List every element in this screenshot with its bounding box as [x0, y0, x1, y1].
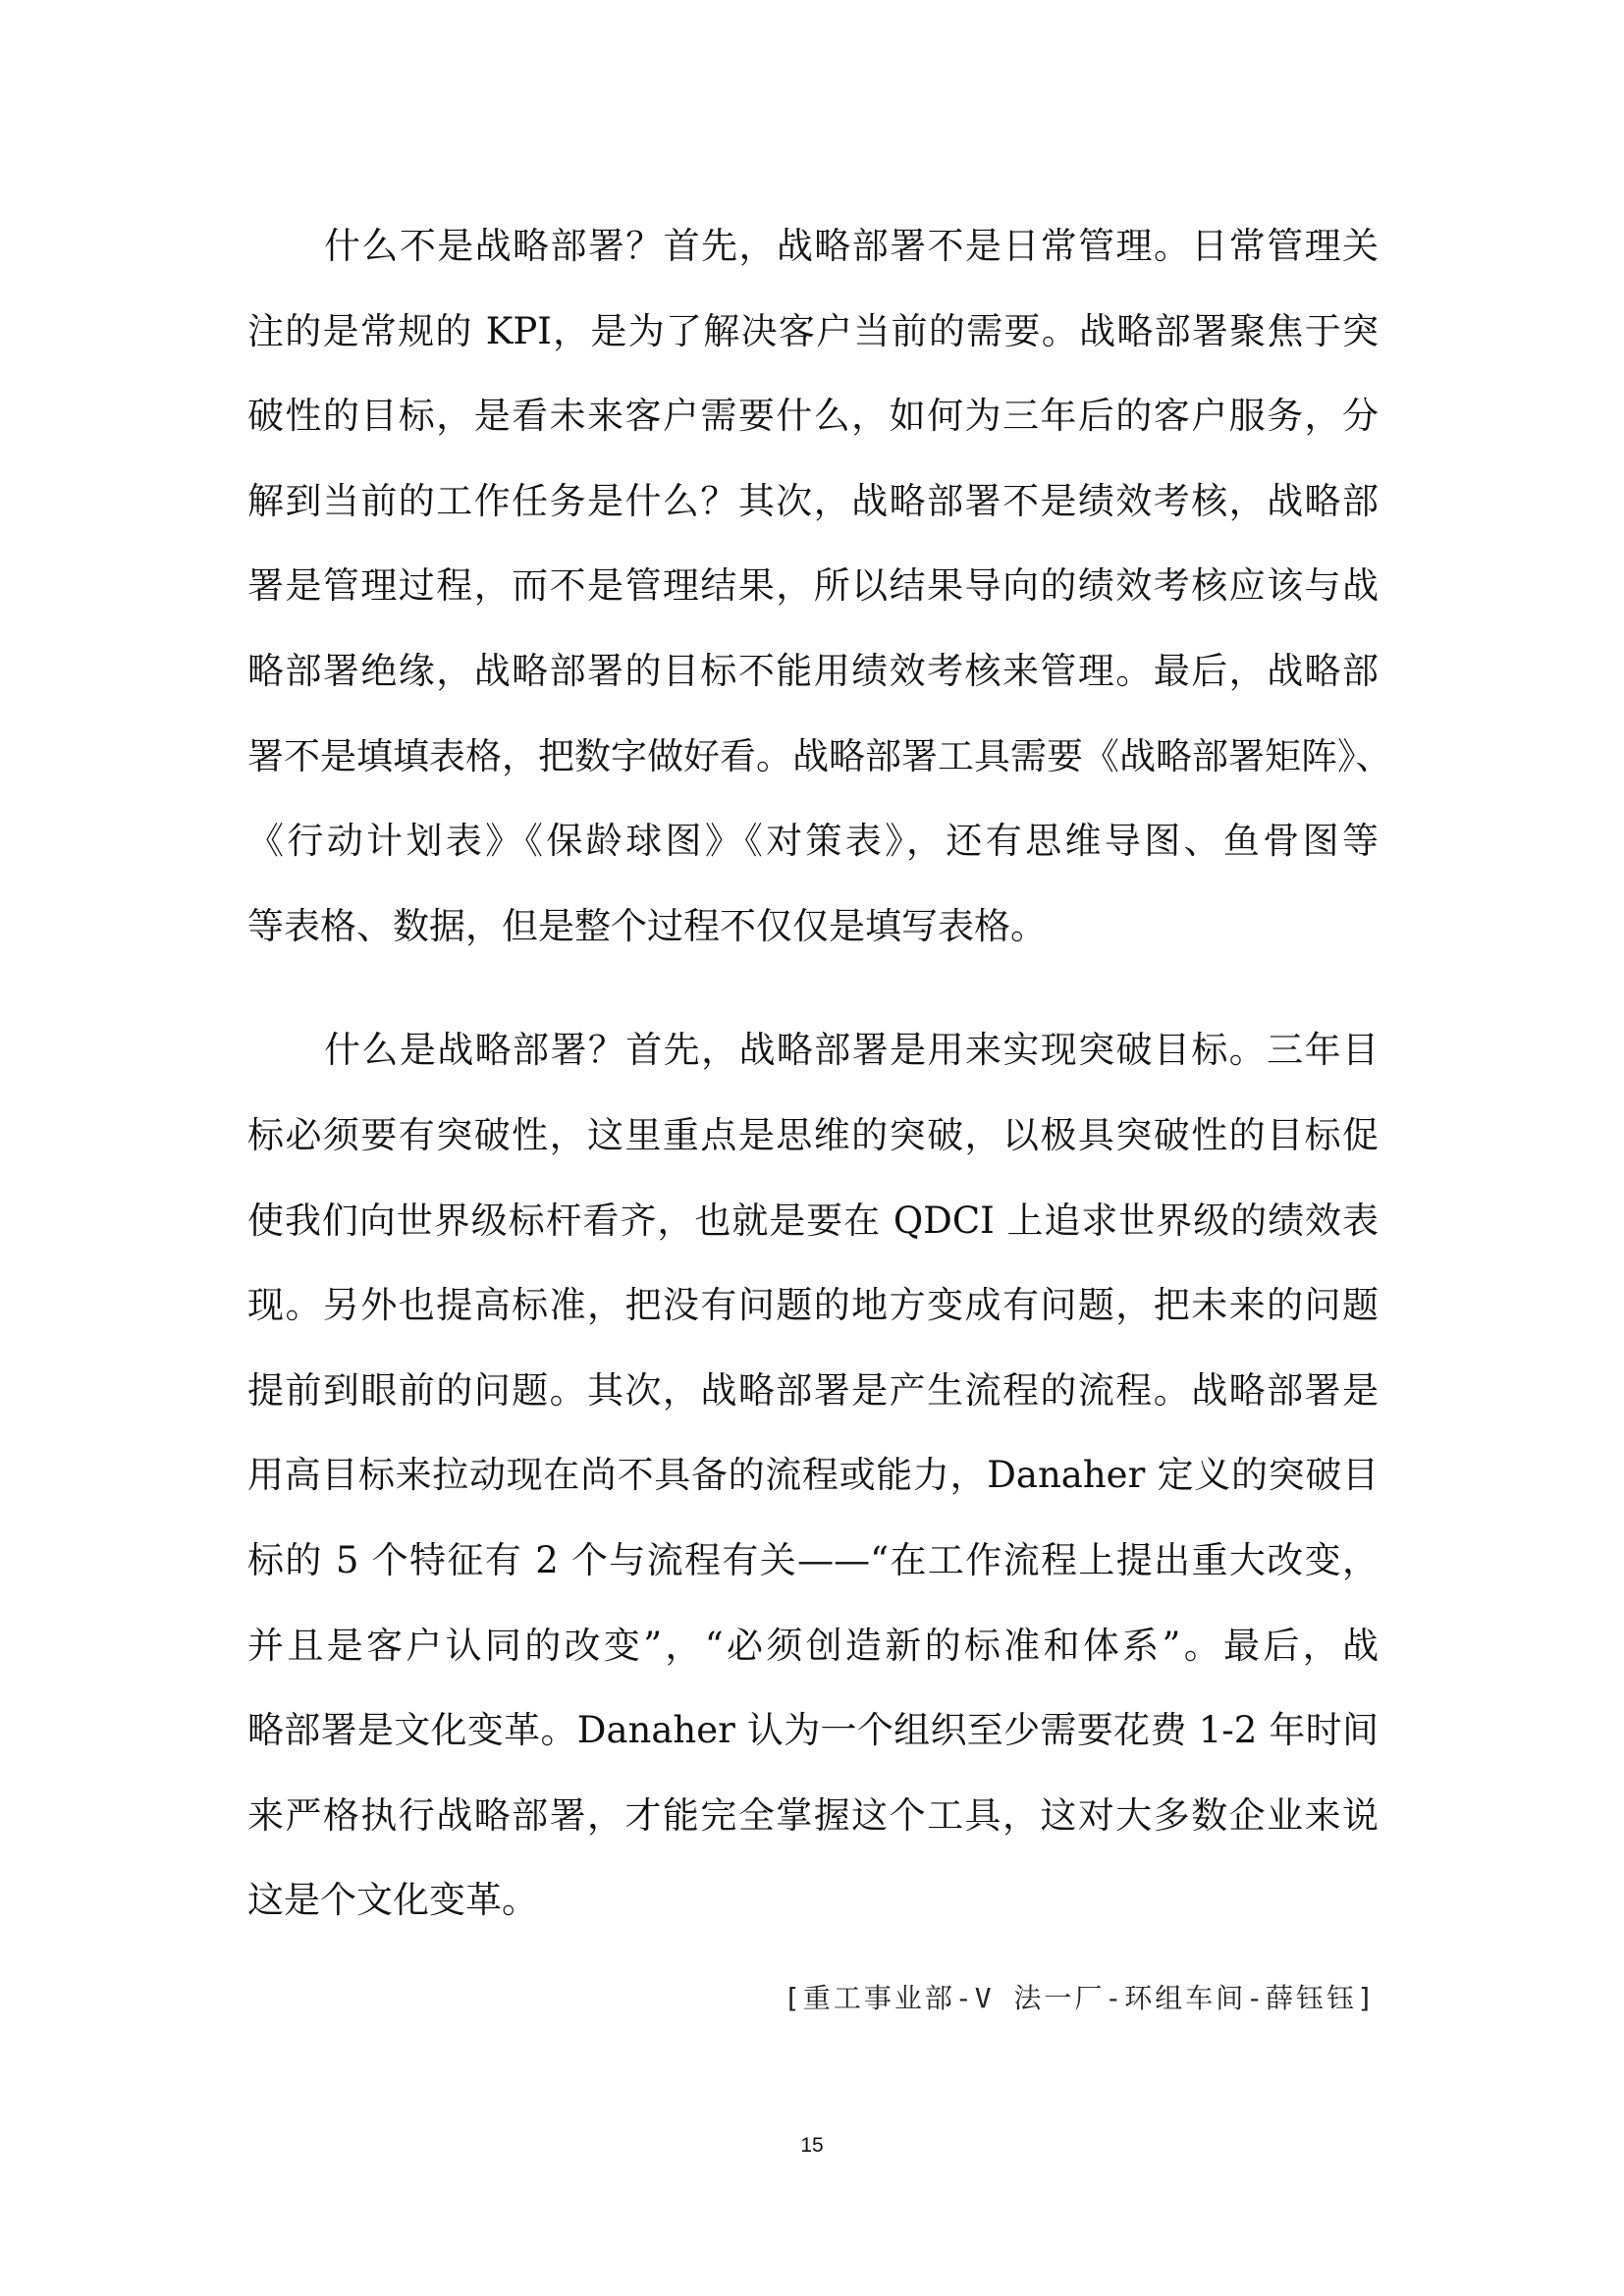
article-body [247, 204, 1392, 1944]
paragraph-what-is-strategy-deployment [247, 1008, 1379, 1944]
text-line: 略部署是文化变革。Danaher 认为一个组织至少需要花费 1-2 年时间 [247, 1709, 1379, 1752]
text-line: 什么不是战略部署？首先，战略部署不是日常管理。日常管理关 [324, 225, 1379, 267]
text-line: 并且是客户认同的改变”，“必须创造新的标准和体系”。最后，战 [247, 1624, 1379, 1667]
text-line: 破性的目标，是看未来客户需要什么，如何为三年后的客户服务，分 [247, 395, 1379, 438]
text-line: 署是管理过程，而不是管理结果，所以结果导向的绩效考核应该与战 [247, 564, 1379, 608]
text-line: 提前到眼前的问题。其次，战略部署是产生流程的流程。战略部署是 [247, 1368, 1379, 1412]
author-attribution: [重工事业部-V 法一厂-环组车间-薛钰钰] [783, 1982, 1377, 2014]
text-line: 注的是常规的 KPI，是为了解决客户当前的需要。战略部署聚焦于突 [247, 309, 1379, 352]
text-line: 用高目标来拉动现在尚不具备的流程或能力，Danaher 定义的突破目 [247, 1454, 1379, 1497]
text-line: 署不是填填表格，把数字做好看。战略部署工具需要《战略部署矩阵》、 [247, 734, 1392, 777]
text-line: 来严格执行战略部署，才能完全掌握这个工具，这对大多数企业来说 [247, 1793, 1379, 1837]
text-line: 等表格、数据，但是整个过程不仅仅是填写表格。 [247, 904, 1047, 947]
text-line: 什么是战略部署？首先，战略部署是用来实现突破目标。三年目 [324, 1029, 1379, 1072]
text-line: 现。另外也提高标准，把没有问题的地方变成有问题，把未来的问题 [247, 1284, 1379, 1327]
paragraph-what-is-not-strategy-deployment [247, 204, 1392, 969]
text-line: 略部署绝缘，战略部署的目标不能用绩效考核来管理。最后，战略部 [247, 649, 1379, 692]
text-line: 解到当前的工作任务是什么？其次，战略部署不是绩效考核，战略部 [247, 479, 1379, 522]
page-number: 15 [800, 2134, 824, 2157]
text-line: 标必须要有突破性，这里重点是思维的突破，以极具突破性的目标促 [247, 1113, 1379, 1156]
text-line: 这是个文化变革。 [247, 1879, 538, 1922]
text-line: 标的 5 个特征有 2 个与流程有关——“在工作流程上提出重大改变， [247, 1538, 1379, 1581]
text-line: 《行动计划表》《保龄球图》《对策表》，还有思维导图、鱼骨图等 [247, 820, 1379, 863]
text-line: 使我们向世界级标杆看齐，也就是要在 QDCI 上追求世界级的绩效表 [247, 1199, 1379, 1242]
